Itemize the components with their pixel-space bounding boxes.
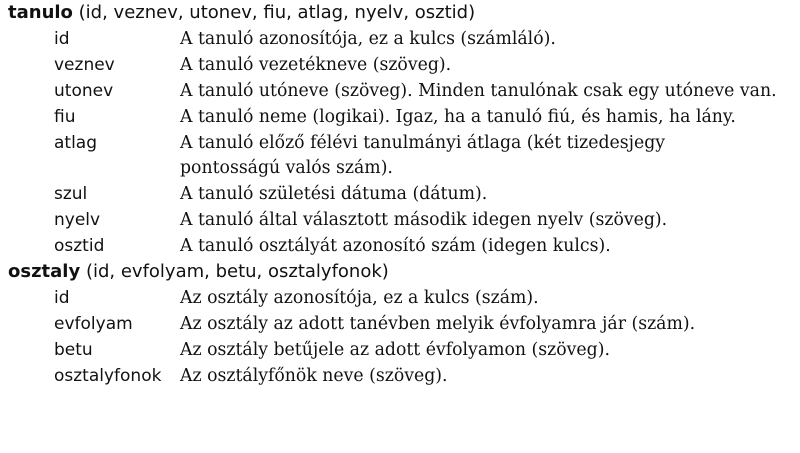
- field-description: Az osztály az adott tanévben melyik évfolyamra jár (szám).: [180, 314, 696, 334]
- field-row-id: [8, 285, 796, 311]
- field-description: A tanuló azonosítója, ez a kulcs (számláló).: [180, 29, 556, 49]
- field-description: Az osztályfőnök neve (szöveg).: [180, 366, 448, 386]
- table-header: [8, 0, 796, 26]
- field-row-utonev: [8, 78, 796, 104]
- field-name: betu: [54, 340, 93, 360]
- field-name: veznev: [54, 55, 115, 75]
- field-description: A tanuló osztályát azonosító szám (idegen kulcs).: [180, 236, 611, 256]
- table-name: tanulo: [8, 2, 73, 23]
- field-description: A tanuló vezetékneve (szöveg).: [180, 55, 452, 75]
- field-row-betu: [8, 337, 796, 363]
- field-description: A tanuló születési dátuma (dátum).: [180, 184, 488, 204]
- field-name: osztid: [54, 236, 105, 256]
- field-name: osztalyfonok: [54, 366, 162, 386]
- columns-signature: (id, evfolyam, betu, osztalyfonok): [85, 261, 389, 282]
- schema-document: [8, 0, 796, 389]
- field-row-szul: [8, 181, 796, 207]
- field-description: Az osztály betűjele az adott évfolyamon (szöveg).: [180, 340, 610, 360]
- field-name: nyelv: [54, 210, 101, 230]
- table-header: [8, 259, 796, 285]
- columns-signature: (id, veznev, utonev, fiu, atlag, nyelv, osztid): [78, 2, 476, 23]
- table-name: osztaly: [8, 261, 81, 282]
- table-block-tanulo: [8, 0, 796, 259]
- field-row-atlag: [8, 130, 796, 181]
- field-row-veznev: [8, 52, 796, 78]
- field-name: id: [54, 288, 70, 308]
- field-description: A tanuló előző félévi tanulmányi átlaga (két tizedesjegy pontosságú valós szám).: [180, 133, 666, 178]
- field-name: utonev: [54, 81, 114, 101]
- field-name: szul: [54, 184, 88, 204]
- field-name: evfolyam: [54, 314, 133, 334]
- field-row-osztid: [8, 233, 796, 259]
- field-name: fiu: [54, 107, 76, 127]
- field-row-osztalyfonok: [8, 363, 796, 389]
- field-description: A tanuló neme (logikai). Igaz, ha a tanuló fiú, és hamis, ha lány.: [180, 107, 736, 127]
- field-row-fiu: [8, 104, 796, 130]
- field-description: A tanuló utóneve (szöveg). Minden tanulónak csak egy utóneve van.: [180, 81, 777, 101]
- field-row-id: [8, 26, 796, 52]
- table-block-osztaly: [8, 259, 796, 389]
- field-description: A tanuló által választott második idegen nyelv (szöveg).: [180, 210, 668, 230]
- field-name: atlag: [54, 133, 98, 153]
- field-name: id: [54, 29, 70, 49]
- field-row-nyelv: [8, 207, 796, 233]
- field-row-evfolyam: [8, 311, 796, 337]
- field-description: Az osztály azonosítója, ez a kulcs (szám).: [180, 288, 539, 308]
